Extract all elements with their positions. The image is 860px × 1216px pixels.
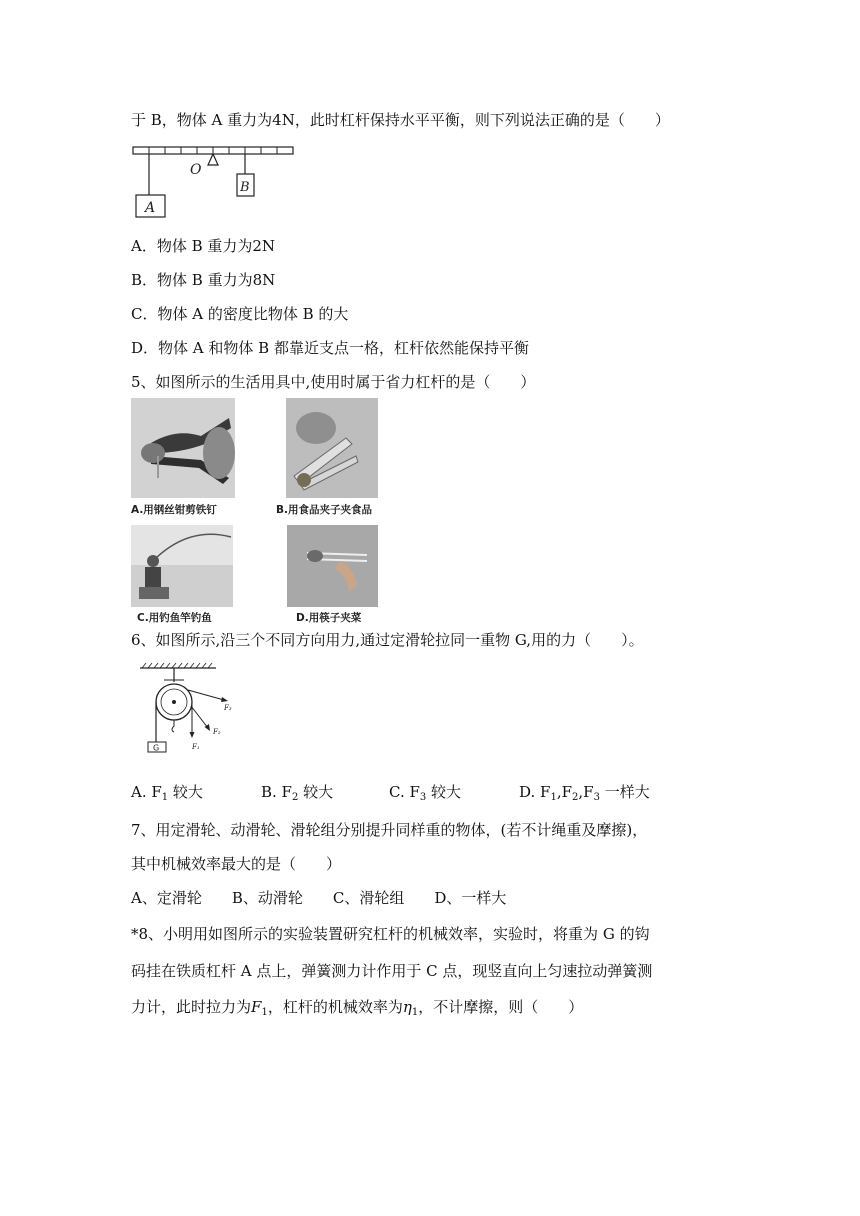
pulley-diagram [138, 662, 238, 754]
q6-option-d: D. $F_1,F_2,F_3$ 一样大 [519, 783, 650, 803]
caption-food-tongs: B.用食品夹子夹食品 [276, 504, 372, 516]
q8-line1: *8、小明用如图所示的实验装置研究杠杆的机械效率，实验时，将重为 G 的钩 [131, 925, 650, 943]
q6-stem: 6、如图所示,沿三个不同方向用力,通过定滑轮拉同一重物 G,用的力（ ）。 [131, 631, 644, 649]
q4-stem: 于 B，物体 A 重力为4N，此时杠杆保持水平平衡，则下列说法正确的是（ ） [131, 111, 670, 129]
photo-chopsticks [287, 525, 378, 607]
q7-stem-line2: 其中机械效率最大的是（ ） [131, 855, 342, 873]
q5-stem: 5、如图所示的生活用具中,使用时属于省力杠杆的是（ ） [131, 373, 536, 391]
q4-option-d: D．物体 A 和物体 B 都靠近支点一格，杠杆依然能保持平衡 [131, 339, 529, 357]
photo-pliers [131, 398, 235, 498]
block-a-label: A [145, 200, 156, 216]
q4-option-a: A．物体 B 重力为2N [131, 237, 276, 255]
caption-pliers: A.用钢丝钳剪铁钉 [131, 504, 217, 516]
lever-diagram [131, 143, 296, 221]
q4-option-c: C．物体 A 的密度比物体 B 的大 [131, 305, 349, 323]
q7-stem-line1: 7、用定滑轮、动滑轮、滑轮组分别提升同样重的物体，(若不计绳重及摩擦)， [131, 821, 648, 839]
weight-label-g: G [153, 743, 160, 753]
q6-option-a: A. $F_1$ 较大 [131, 783, 203, 803]
q6-option-c: C. $F_3$ 较大 [389, 783, 462, 803]
caption-chopsticks: D.用筷子夹菜 [296, 612, 362, 624]
q4-option-b: B．物体 B 重力为8N [131, 271, 276, 289]
q7-options: A、定滑轮 B、动滑轮 C、滑轮组 D、一样大 [131, 889, 507, 907]
caption-fishing-rod: C.用钓鱼竿钓鱼 [137, 612, 212, 624]
q8-line2: 码挂在铁质杠杆 A 点上，弹簧测力计作用于 C 点，现竖直向上匀速拉动弹簧测 [131, 962, 653, 980]
photo-fishing-rod [131, 525, 233, 607]
photo-food-tongs [286, 398, 378, 498]
force-label-f2: F₂ [213, 728, 221, 736]
block-b-label: B [240, 180, 250, 195]
pivot-label-o: O [190, 162, 202, 178]
force-label-f3: F₃ [224, 704, 232, 712]
q6-option-b: B. $F_2$ 较大 [261, 783, 334, 803]
force-label-f1: F₁ [192, 743, 200, 751]
q8-line3: 力计，此时拉力为$F_1$，杠杆的机械效率为$\eta_1$，不计摩擦，则（ ） [131, 998, 584, 1018]
